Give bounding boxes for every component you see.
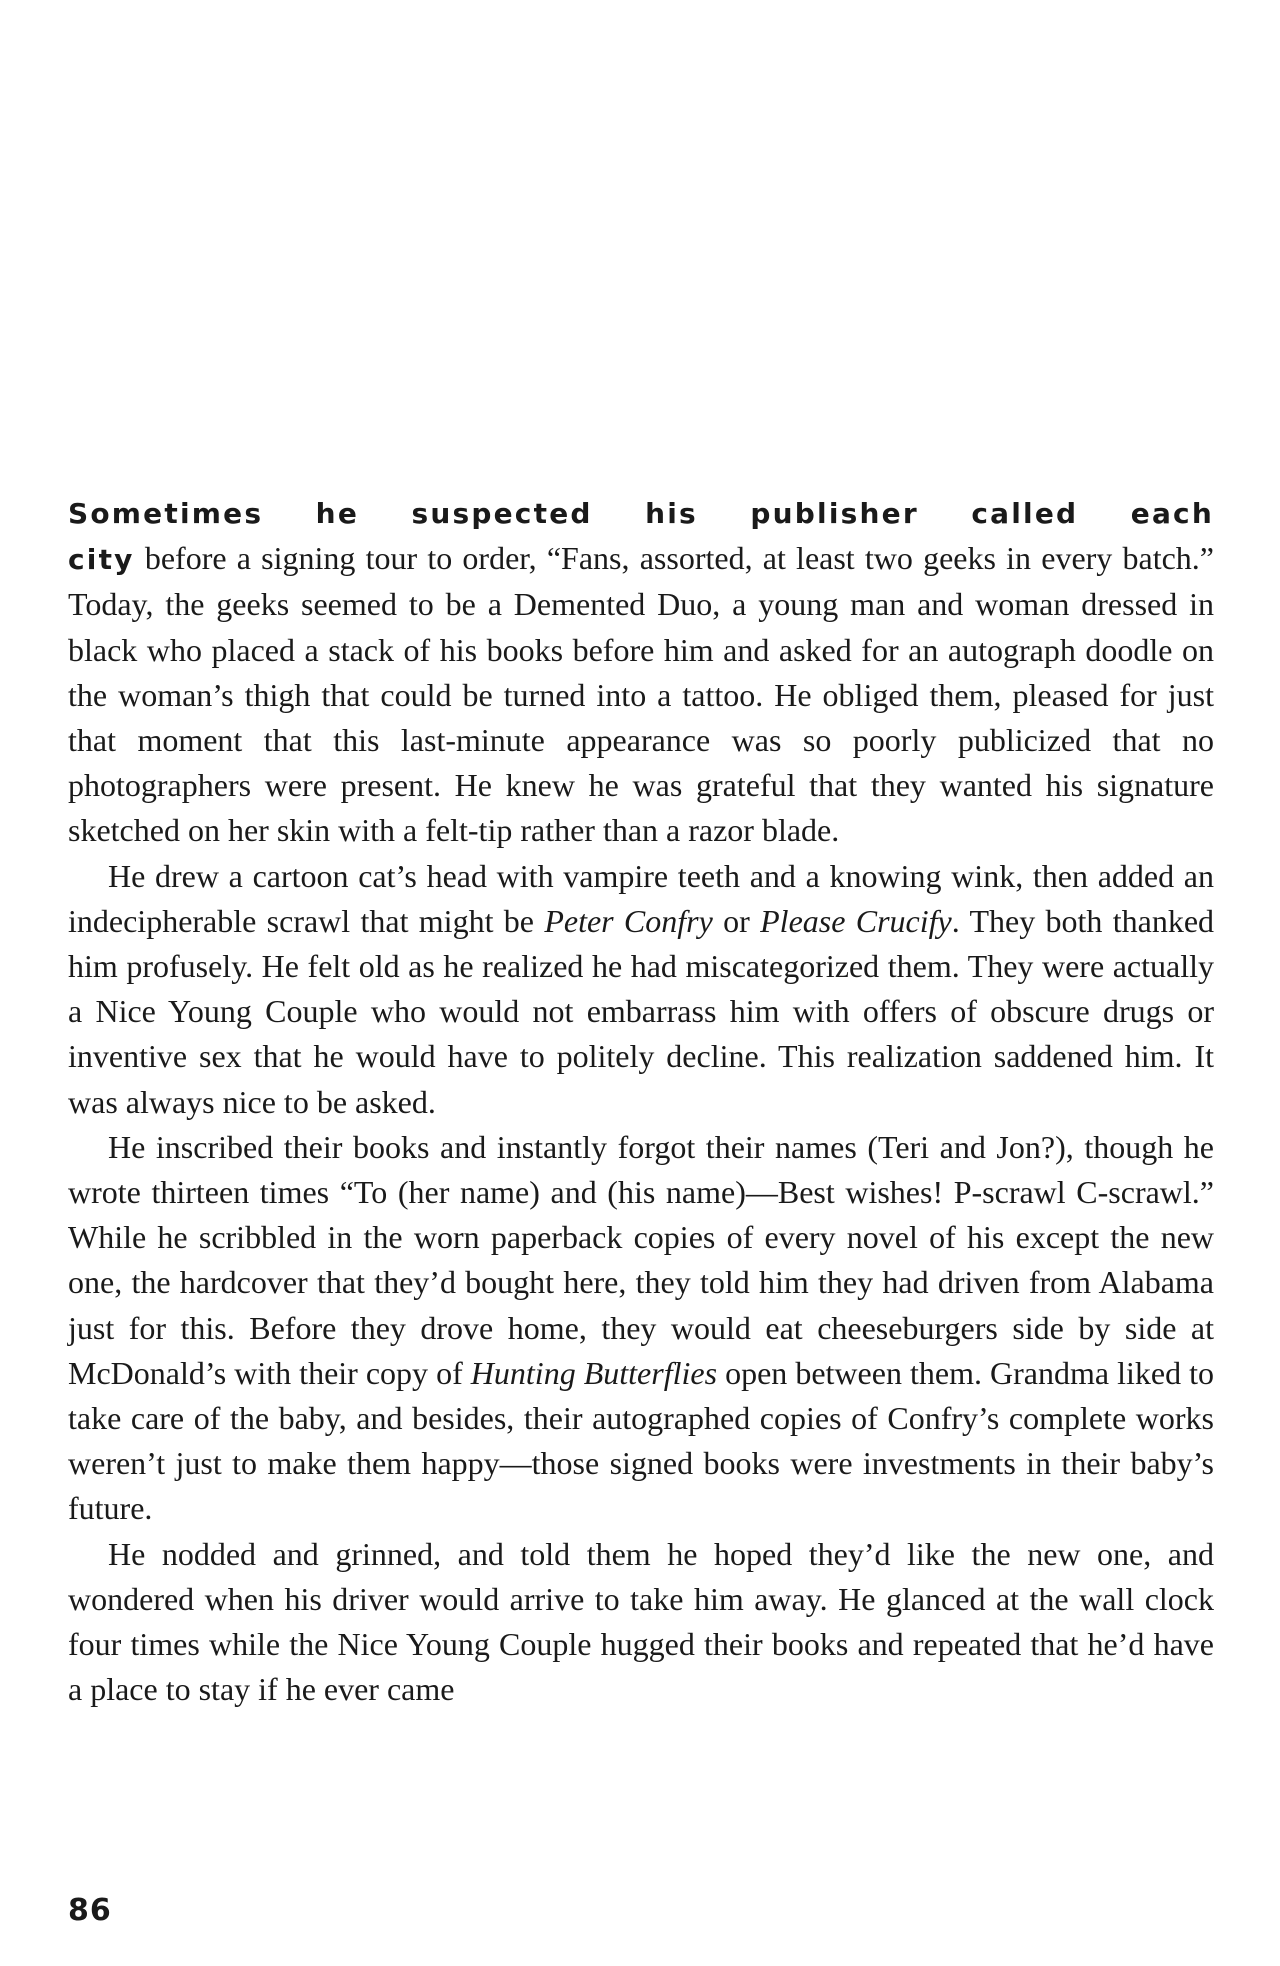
paragraph-1 bbox=[68, 490, 1214, 854]
italic-book-title: Hunting Butterflies bbox=[470, 1354, 718, 1391]
body-text bbox=[68, 490, 1214, 1712]
paragraph-4-body: He nodded and grinned, and told them he hoped they’d like the new one, and wondered when his driver would arrive to take him away. He glanced at the wall clock four times while the Nice Young Couple hugged their books and repeated that he’d have a place to stay if he ever came bbox=[68, 1535, 1214, 1708]
paragraph-3-seg-3: open between them. Grandma liked to take care of the baby, and besides, their autographed copies of Confry’s complete works weren’t just to make them happy—those signed books were investments in their baby’s future. bbox=[68, 1354, 1215, 1527]
paragraph-1-body: before a signing tour to order, “Fans, assorted, at least two geeks in every batch.” Today, the geeks seemed to be a Demented Duo, a young man and woman dressed in black who placed a stack of his books before him and asked for an autograph doodle on the woman’s thigh that could be turned into a tattoo. He obliged them, pleased for just that moment that this last-minute appearance was so poorly publicized that no photographers were present. He knew he was grateful that they wanted his signature sketched on her skin with a felt-tip rather than a razor blade. bbox=[68, 540, 1214, 849]
paragraph-2-seg-3: or bbox=[712, 902, 761, 939]
page-number: 86 bbox=[68, 1893, 112, 1928]
paragraph-2 bbox=[68, 854, 1214, 1125]
paragraph-4 bbox=[68, 1532, 1214, 1713]
paragraph-3-seg-1: He inscribed their books and instantly forgot their names (Teri and Jon?), though he wrote thirteen times “To (her name) and (his name)—Best wishes! P-scrawl C-scrawl.” While he scribbled in the worn paperback copies of every novel of his except the new one, the hardcover that they’d bought here, they told him they had driven from Alabama just for this. Before they drove home, they would eat cheeseburgers side by side at McDonald’s with their copy of bbox=[68, 1128, 1214, 1391]
italic-peter-confry: Peter Confry bbox=[544, 902, 713, 939]
paragraph-2-seg-1: He drew a cartoon cat’s head with vampire teeth and a knowing wink, then added an indecipherable scrawl that might be bbox=[68, 857, 1214, 939]
italic-please-crucify: Please Crucify bbox=[760, 902, 952, 939]
paragraph-2-seg-5: . They both thanked him profusely. He felt old as he realized he had miscategorized them. They were actually a Nice Young Couple who would not embarrass him with offers of obscure drugs or inventive sex that he would have to politely decline. This realization saddened him. It was always nice to be asked. bbox=[68, 902, 1215, 1120]
chapter-lead-in: Sometimes he suspected his publisher called each city bbox=[68, 497, 1214, 577]
paragraph-3 bbox=[68, 1125, 1214, 1532]
